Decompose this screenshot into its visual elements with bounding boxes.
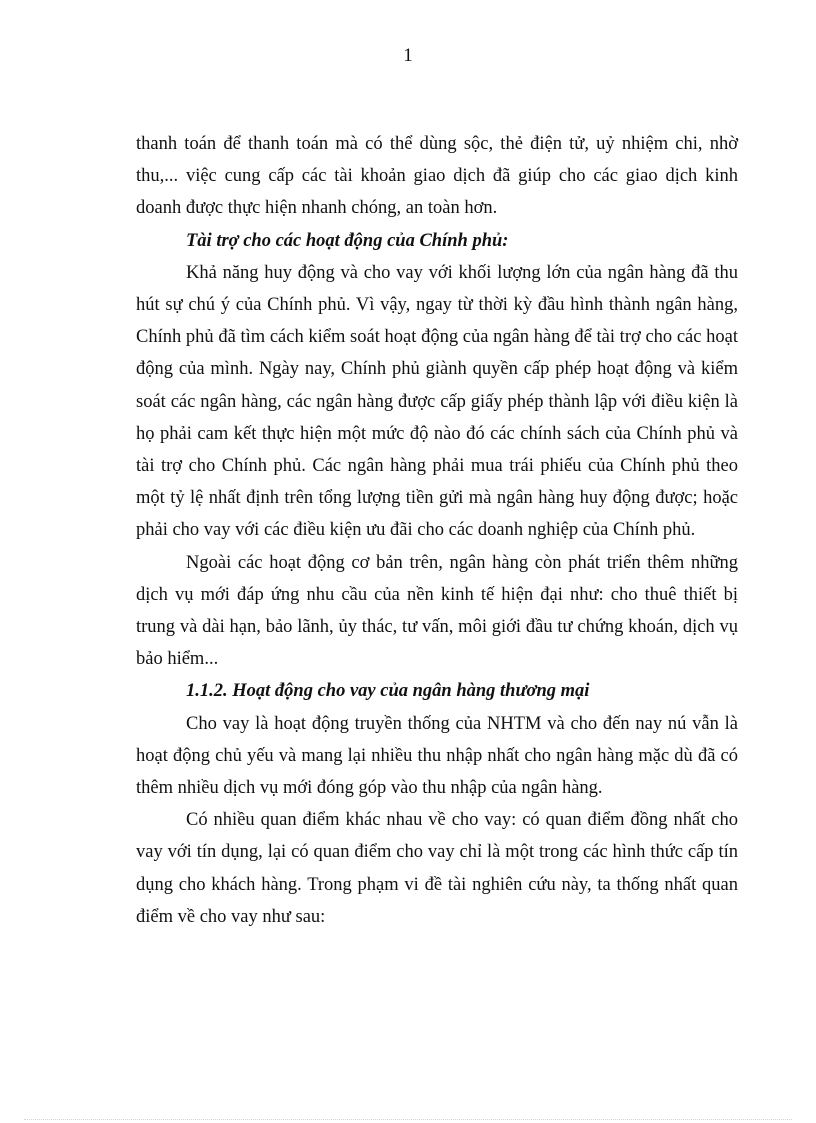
paragraph-lending-tradition: Cho vay là hoạt động truyền thống của NHTM và cho đến nay nú vẫn là hoạt động chủ yếu và mang lại nhiều thu nhập nhất cho ngân hàng mặc dù đã có thêm nhiều dịch vụ mới đóng góp vào thu nhập của ngân hàng. (136, 713, 738, 799)
page-number: 1 (403, 45, 413, 66)
paragraph-government-control: Khả năng huy động và cho vay với khối lượng lớn của ngân hàng đã thu hút sự chú ý của Chính phủ. Vì vậy, ngay từ thời kỳ đầu hình thành ngân hàng, Chính phủ đã tìm cách kiểm soát hoạt động của ngân hàng để tài trợ cho các hoạt động của mình. Ngày nay, Chính phủ giành quyền cấp phép hoạt động và kiểm soát các ngân hàng, các ngân hàng được cấp giấy phép thành lập với điều kiện là họ phải cam kết thực hiện một mức độ nào đó các chính sách của Chính phủ và tài trợ cho Chính phủ. Các ngân hàng phải mua trái phiếu của Chính phủ theo một tỷ lệ nhất định trên tổng lượng tiền gửi mà ngân hàng huy động được; hoặc phải cho vay với các điều kiện ưu đãi cho các doanh nghiệp của Chính phủ. (136, 262, 738, 541)
heading-government-financing: Tài trợ cho các hoạt động của Chính phủ: (186, 230, 509, 251)
paragraph-lending-viewpoints: Có nhiều quan điểm khác nhau về cho vay: có quan điểm đồng nhất cho vay với tín dụng, lại có quan điểm cho vay chỉ là một trong các hình thức cấp tín dụng cho khách hàng. Trong phạm vi đề tài nghiên cứu này, ta thống nhất quan điểm về cho vay như sau: (136, 810, 738, 927)
heading-section-1-1-2: 1.1.2. Hoạt động cho vay của ngân hàng thương mại (186, 681, 590, 702)
paragraph-new-services: Ngoài các hoạt động cơ bản trên, ngân hàng còn phát triển thêm những dịch vụ mới đáp ứng nhu cầu của nền kinh tế hiện đại như: cho thuê thiết bị trung và dài hạn, bảo lãnh, ủy thác, tư vấn, môi giới đầu tư chứng khoán, dịch vụ bảo hiểm... (136, 552, 738, 670)
document-body (136, 128, 738, 933)
paragraph-payment-services: thanh toán để thanh toán mà có thể dùng sộc, thẻ điện tử, uỷ nhiệm chi, nhờ thu,... việc cung cấp các tài khoản giao dịch đã giúp cho các giao dịch kinh doanh được thực hiện nhanh chóng, an toàn hơn. (136, 134, 738, 219)
page-bottom-rule (24, 1119, 792, 1120)
